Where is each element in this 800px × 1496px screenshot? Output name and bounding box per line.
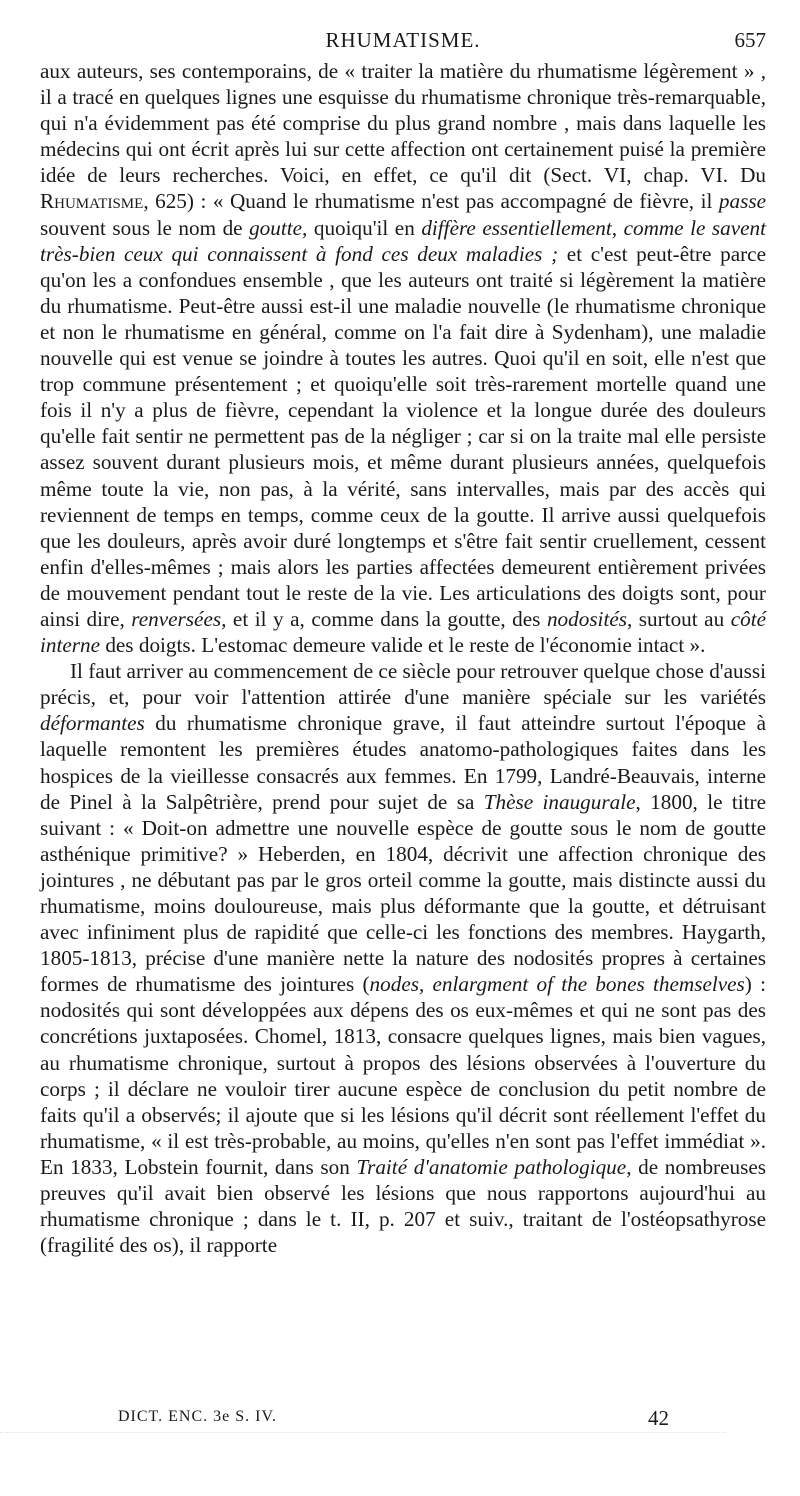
body-text: [40, 58, 766, 1258]
page-header: [40, 28, 766, 58]
page-footer: [40, 1404, 766, 1432]
text-segment: diffère essentiellement, comme le savent très-bien ceux qui connaissent à fond ces deux maladies ;: [40, 215, 767, 266]
text-segment: surtout au: [632, 606, 731, 631]
text-segment: Rhumatisme: [40, 189, 144, 214]
paragraph-2: [40, 658, 766, 1258]
text-segment: du rhumatisme chronique grave, il faut atteindre surtout l'époque à laquelle remontent les premières études anatomo-pathologiques faites dans les hospices de la vieillesse consacrés aux femmes. En 1799, Landré-Beauvais, interne de Pinel à la Salpêtrière, prend pour sujet de sa: [40, 711, 766, 814]
text-segment: renversées,: [131, 606, 227, 631]
text-segment: , de nombreuses preuves qu'il avait bien observé les lésions que nous rapportons aujourd'hui au rhumatisme chronique ; dans le t. II, p. 207 et suiv., traitant de l'ostéopsathyrose (fragilité des os), il rapporte: [40, 1154, 766, 1258]
sheet-number: 42: [648, 1406, 669, 1430]
document-page: [40, 28, 767, 1430]
text-segment: aux auteurs, ses contemporains, de « traiter la matière du rhumatisme légèrement » , il a tracé en quelques lignes une esquisse du rhumatisme chronique très-remarquable, qui n'a évidemment pas été comprise du plus grand nombre , mais dans laquelle les médecins qui ont écrit après lui sur cette affection ont certainement puisé la première idée de leurs recherches. Voici, en effet, ce qu'il dit (Sect. VI, chap. VI. Du: [40, 59, 766, 188]
text-segment: nodosités,: [546, 606, 633, 631]
text-segment: déformantes: [40, 711, 145, 736]
text-segment: , 625) : « Quand le rhumatisme n'est pas accompagné de fièvre, il: [143, 189, 719, 214]
text-segment: et c'est peut-être parce qu'on les a confondues ensemble , que les auteurs ont traité si légèrement la matière du rhumatisme. Peut-être aussi est-il une maladie nouvelle (le rhumatisme chronique et non le rhumatisme en général, comme on l'a fait dire à Sydenham), une maladie nouvelle qui est venue se joindre à toutes les autres. Quoi qu'il en soit, elle n'est que trop commune présentement ; et quoiqu'elle soit très-rarement mortelle quand une fois il n'y a plus de fièvre, cependant la violence et la longue durée des douleurs qu'elle fait sentir ne permettent pas de la négliger ; car si on la traite mal elle persiste assez souvent durant plusieurs mois, et même durant plusieurs années, quelquefois même toute la vie, non pas, à la vérité, sans intervalles, mais par des accès qui reviennent de temps en temps, comme ceux de la goutte. Il arrive aussi quelquefois que les douleurs, après avoir duré longtemps et s'être fait sentir cruellement, cessent enfin d'elles-mêmes ; mais alors les parties affectées demeurent entièrement privées de mouvement pendant tout le reste de la vie. Les articulations des doigts sont, pour ainsi dire,: [40, 241, 766, 631]
text-segment: et il y a, comme dans la goutte, des: [226, 606, 547, 631]
text-segment: souvent sous le nom de: [40, 215, 250, 240]
page-number: 657: [734, 28, 766, 52]
signature-mark: DICT. ENC. 3e S. IV.: [118, 1408, 277, 1425]
text-segment: Traité d'anatomie pathologique: [356, 1154, 627, 1179]
text-segment: goutte,: [249, 215, 308, 240]
text-segment: côté interne: [40, 606, 766, 658]
text-segment: ) : nodosités qui sont développées aux dépens des os eux-mêmes et qui ne sont pas des concrétions juxtaposées. Chomel, 1813, consacre quelques lignes, mais bien vagues, au rhumatisme chronique, surtout à propos des lésions observées à l'ouverture du corps ; il déclare ne vouloir tirer aucune espèce de conclusion du petit nombre de faits qu'il a observés; il ajoute que si les lésions qu'il décrit sont réellement l'effet du rhumatisme, « il est très-probable, au moins, qu'elles n'en sont pas l'effet immédiat ». En 1833, Lobstein fournit, dans son: [40, 972, 766, 1179]
text-segment: nodes, enlargment of the bones themselves: [369, 972, 745, 997]
paragraph-1: [40, 58, 766, 658]
text-segment: quoiqu'il en: [307, 215, 422, 240]
text-segment: , 1800, le titre suivant : « Doit-on admettre une nouvelle espèce de goutte sous le nom de goutte asthénique primitive? » Heberden, en 1804, décrivit une affection chronique des jointures , ne débutant pas par le gros orteil comme la goutte, mais distincte aussi du rhumatisme, moins douloureuse, mais plus déformante que la goutte, et détruisant avec infiniment plus de rapidité que celle-ci les fonctions des membres. Haygarth, 1805-1813, précise d'une manière nette la nature des nodosités propres à certaines formes de rhumatisme des jointures (: [40, 789, 766, 997]
text-segment: Thèse inaugurale: [483, 789, 636, 814]
running-title: RHUMATISME.: [325, 28, 481, 52]
text-segment: des doigts. L'estomac demeure valide et le reste de l'économie intact ».: [100, 633, 706, 658]
text-segment: passe: [718, 189, 766, 214]
bleed-through-line: [0, 1432, 726, 1439]
text-segment: Il faut arriver au commencement de ce siècle pour retrouver quelque chose d'aussi précis, et, pour voir l'attention attirée d'une manière spéciale sur les variétés: [40, 659, 766, 710]
